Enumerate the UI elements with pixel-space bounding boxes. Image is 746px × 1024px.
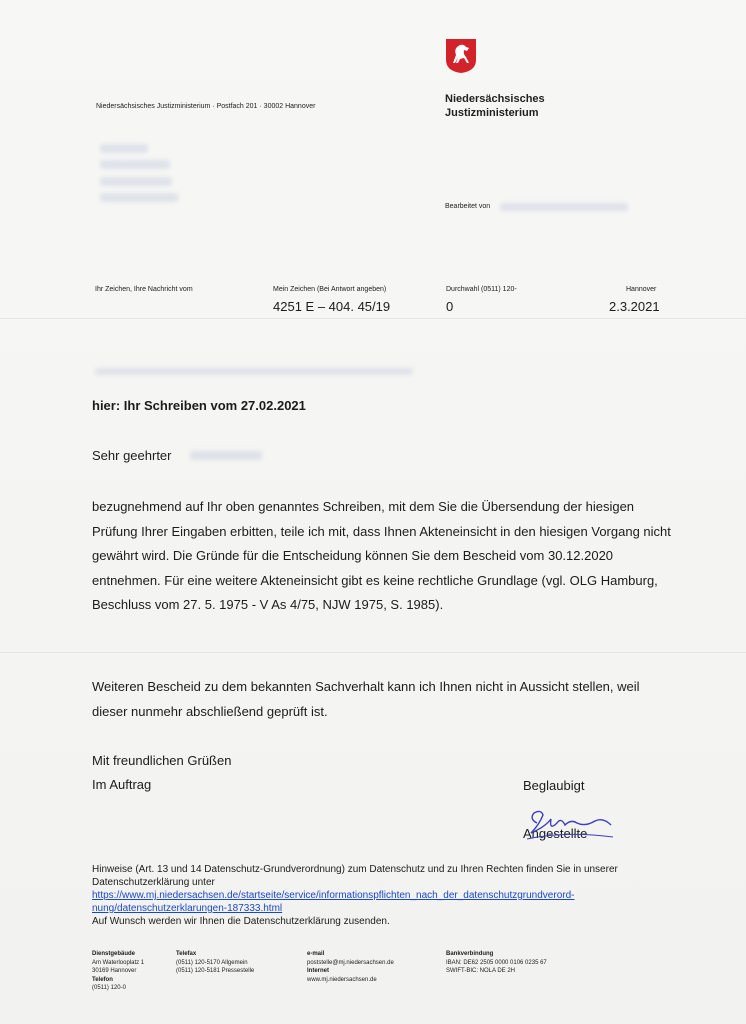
- redacted-recipient-line: [100, 177, 172, 186]
- body-paragraph-2: Weiteren Bescheid zu dem bekannten Sachverhalt kann ich Ihnen nicht in Aussicht stellen, weil dieser nunmehr abschließend geprüft ist.: [92, 679, 640, 719]
- datum-value: 2.3.2021: [609, 299, 660, 314]
- footer-dienst-city: 30169 Hannover: [92, 968, 137, 974]
- footer-iban: IBAN: DE62 2505 0000 0106 0235 67: [446, 959, 547, 966]
- footer-bic: SWIFT-BIC: NOLA DE 2H: [446, 968, 516, 974]
- angestellte-label: Angestellte: [523, 826, 588, 841]
- ihr-zeichen-label: Ihr Zeichen, Ihre Nachricht vom: [95, 286, 193, 293]
- durchwahl-label: Durchwahl (0511) 120-: [446, 286, 517, 293]
- redacted-recipient-line: [100, 144, 148, 153]
- bearbeitet-von-label: Bearbeitet von: [445, 203, 491, 210]
- footer-contact: [307, 950, 394, 984]
- subject-line: hier: Ihr Schreiben vom 27.02.2021: [92, 398, 306, 413]
- redacted-recipient-line: [100, 193, 178, 202]
- salutation: Sehr geehrter: [92, 448, 172, 463]
- durchwahl-value: 0: [446, 299, 454, 314]
- redacted-recipient-name: [190, 451, 262, 460]
- redacted-reference-line: [95, 368, 413, 375]
- redacted-clerk-name: [500, 203, 628, 211]
- mein-zeichen-label: Mein Zeichen (Bei Antwort angeben): [273, 286, 387, 293]
- closing-greeting: Mit freundlichen Grüßen: [92, 753, 232, 768]
- datenschutz-link-line1[interactable]: https://www.mj.niedersachsen.de/startseite/service/informationspflichten_nach_der_datenschutzgrundverord-: [92, 890, 575, 901]
- footer-telefax-1: (0511) 120-5170 Allgemein: [176, 959, 248, 966]
- footer-email-label: e-mail: [307, 951, 325, 957]
- datenschutz-text: Hinweise (Art. 13 und 14 Datenschutz-Grundverordnung) zum Datenschutz und zu Ihren Rechten finden Sie in unserer Datenschutzerklärung unter: [92, 864, 618, 888]
- sender-address-line: Niedersächsisches Justizministerium · Postfach 201 · 30002 Hannover: [96, 103, 316, 110]
- fold-line: [0, 318, 746, 319]
- ministry-name-line1: Niedersächsisches: [445, 93, 545, 105]
- ort-label: Hannover: [626, 286, 657, 293]
- datenschutz-tail: Auf Wunsch werden wir Ihnen die Datenschutzerklärung zusenden.: [92, 916, 390, 927]
- footer-telefon-label: Telefon: [92, 976, 113, 983]
- ministry-name: [445, 92, 545, 120]
- ministry-name-line2: Justizministerium: [445, 107, 539, 119]
- footer-telefax: [176, 950, 254, 976]
- footer-bank: [446, 950, 547, 976]
- footer-telefax-label: Telefax: [176, 951, 197, 957]
- redacted-recipient-line: [100, 160, 170, 169]
- footer-internet-value: www.mj.niedersachsen.de: [307, 976, 377, 983]
- footer-telefax-2: (0511) 120-5181 Pressestelle: [176, 968, 255, 974]
- lower-saxony-horse-logo: [445, 38, 477, 74]
- footer-internet-label: Internet: [307, 968, 330, 974]
- footer-dienstgebaeude: [92, 950, 144, 993]
- footer-dienst-label: Dienstgebäude: [92, 951, 136, 957]
- beglaubigt-label: Beglaubigt: [523, 778, 585, 793]
- footer-email-value: poststelle@mj.niedersachsen.de: [307, 959, 394, 966]
- closing-im-auftrag: Im Auftrag: [92, 777, 152, 792]
- mein-zeichen-value: 4251 E – 404. 45/19: [273, 299, 391, 314]
- footer-telefon-value: (0511) 120-0: [92, 985, 126, 991]
- body-paragraph-1: bezugnehmend auf Ihr oben genanntes Schreiben, mit dem Sie die Übersendung der hiesigen Prüfung Ihrer Eingaben erbitten, teile ich mit, dass Ihnen Akteneinsicht in den hiesigen Vorgang nicht gewährt wird. Die Gründe für die Entscheidung können Sie dem Bescheid vom 30.12.2020 entnehmen. Für eine weitere Akteneinsicht gibt es keine rechtliche Grundlage (vgl. OLG Hamburg, Beschluss vom 27. 5. 1975 - V As 4/75, NJW 1975, S. 1985).: [92, 499, 671, 612]
- closing: [92, 749, 231, 797]
- fold-line: [0, 652, 746, 653]
- handwritten-signature: [525, 805, 615, 845]
- datenschutz-notice: [92, 863, 702, 928]
- datenschutz-link-line2[interactable]: nung/datenschutzerklarungen-187333.html: [92, 903, 283, 914]
- footer-dienst-street: Am Waterlooplatz 1: [92, 959, 145, 966]
- footer-bank-label: Bankverbindung: [446, 951, 494, 957]
